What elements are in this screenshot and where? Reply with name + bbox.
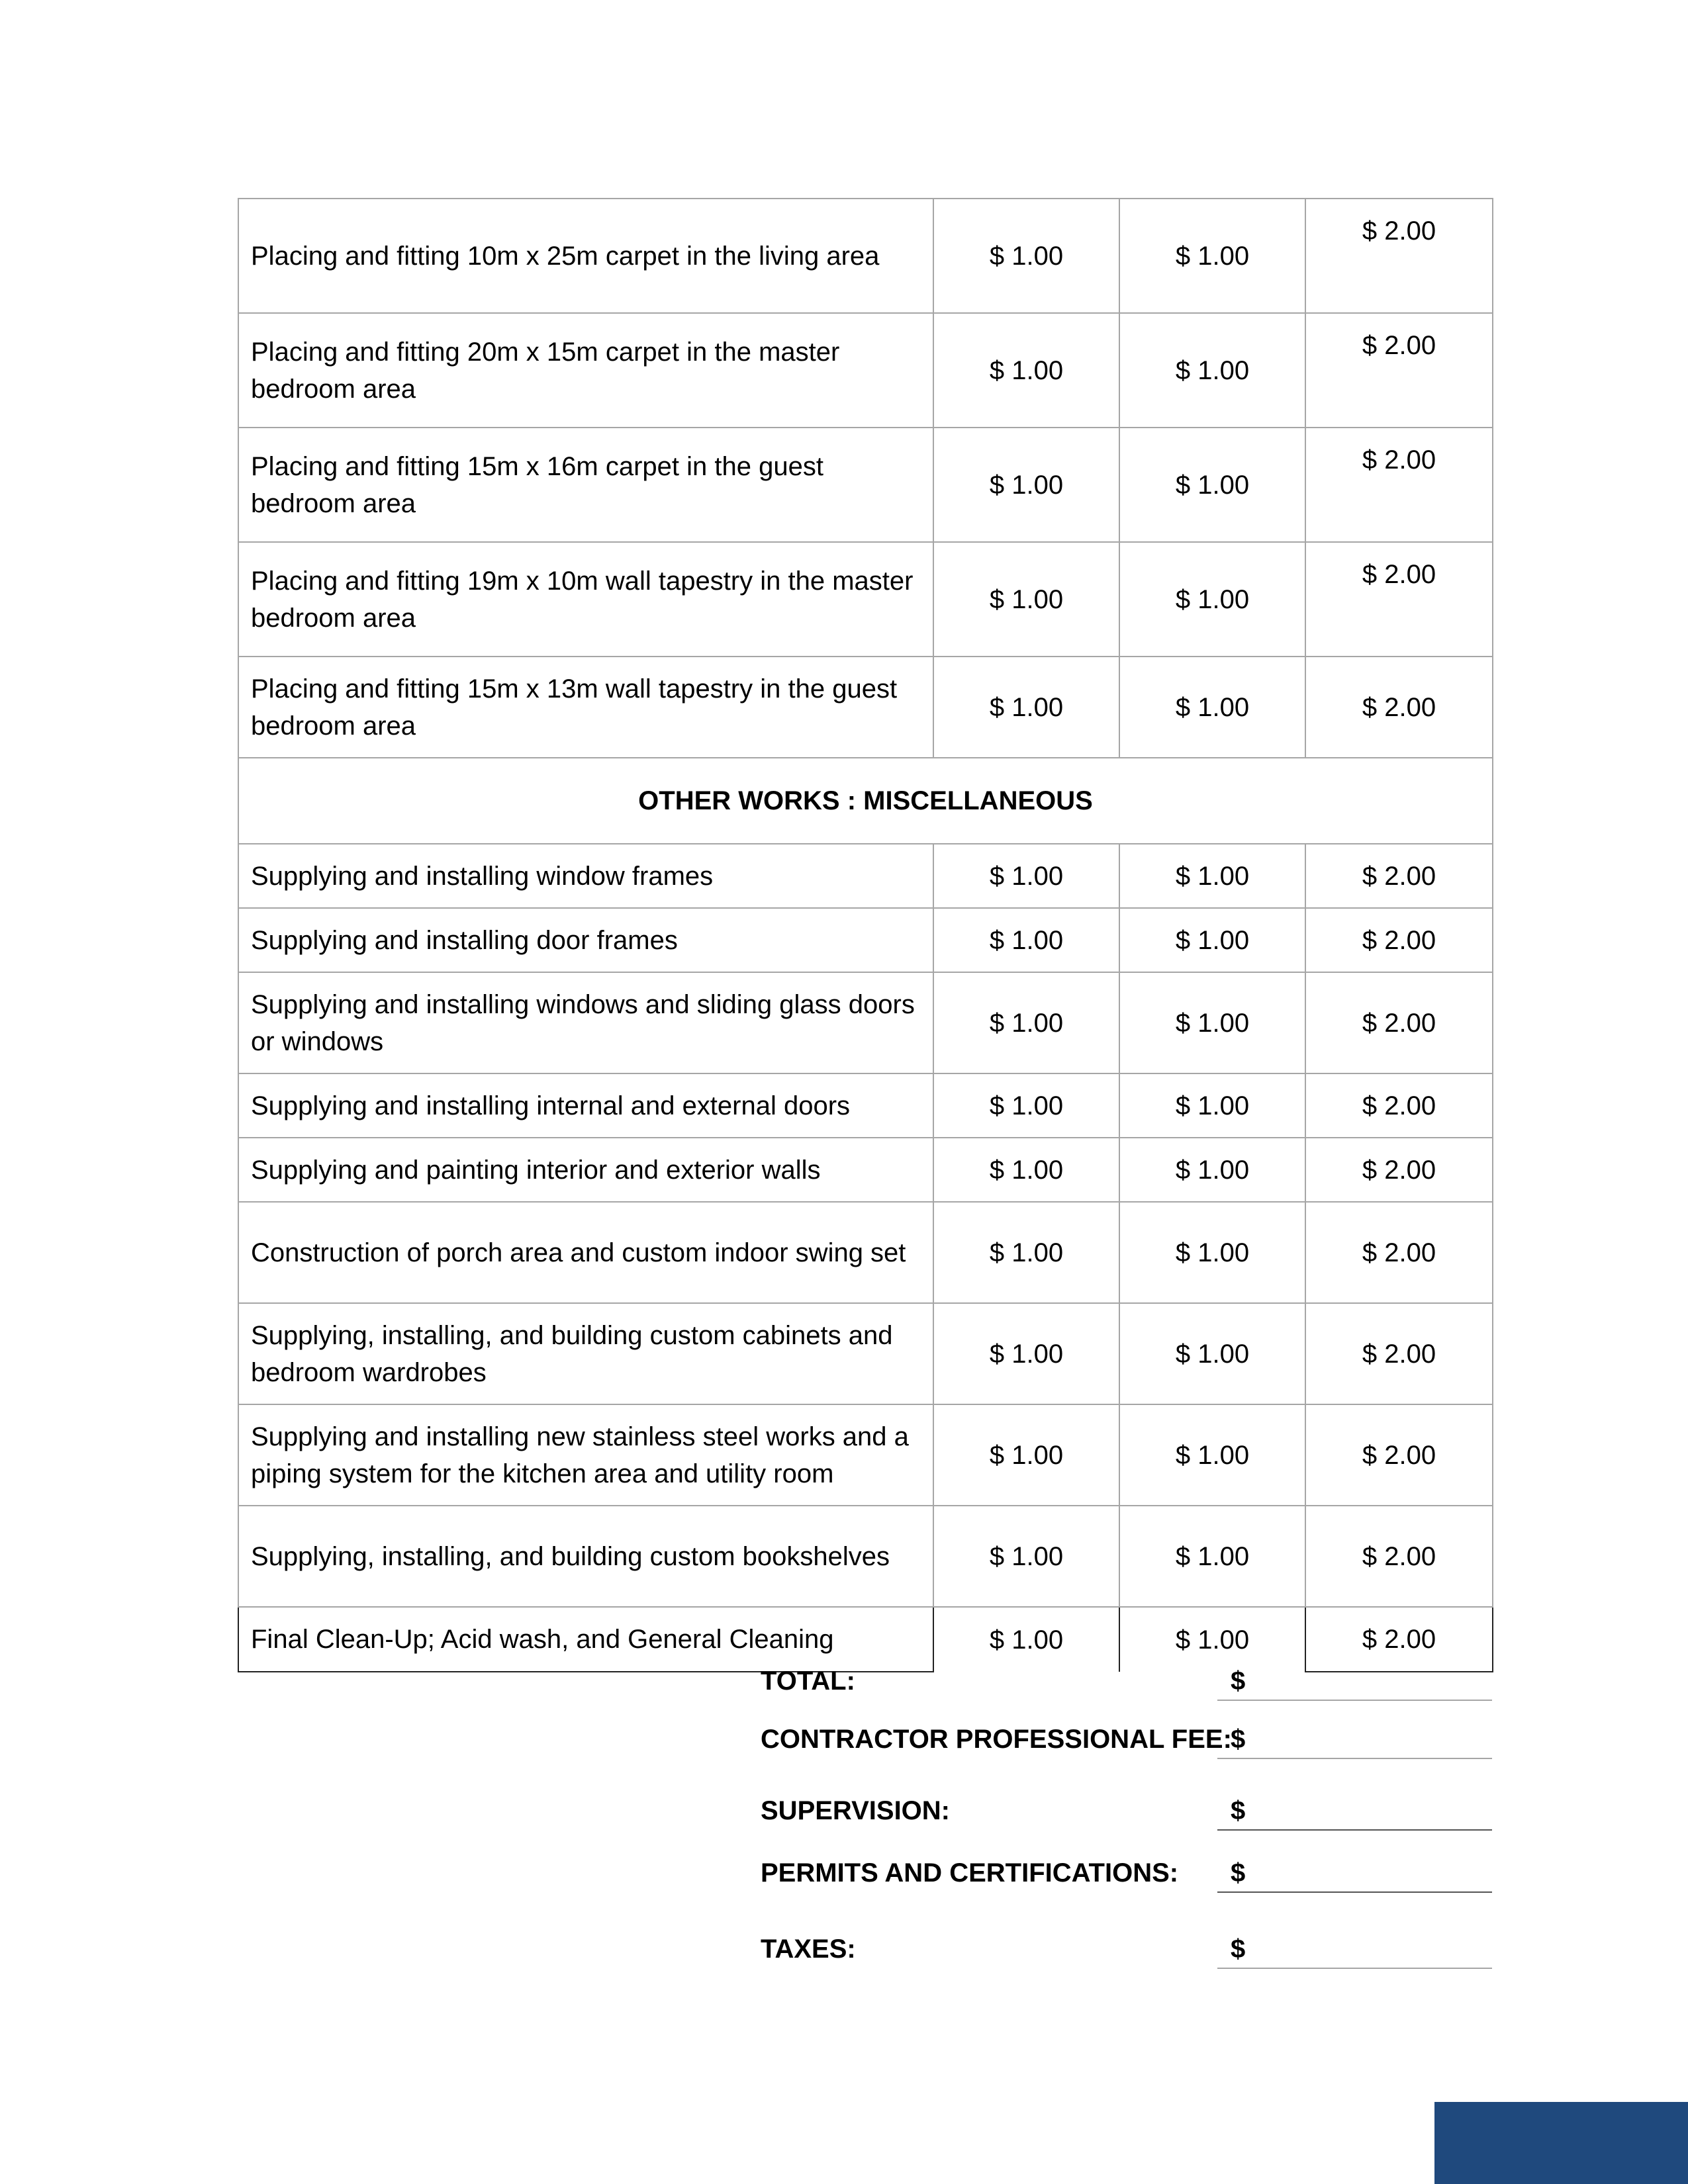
corner-accent-block: [1434, 2102, 1688, 2184]
summary-taxes: [761, 1931, 1492, 1970]
row-total: $ 2.00: [1305, 1202, 1493, 1303]
material-cost: $ 1.00: [933, 1202, 1119, 1303]
table-row: [238, 1138, 1493, 1202]
summary-label: CONTRACTOR PROFESSIONAL FEE:: [761, 1725, 1232, 1754]
table-row: [238, 844, 1493, 908]
material-cost: $ 1.00: [933, 1303, 1119, 1404]
material-cost: $ 1.00: [933, 972, 1119, 1073]
material-cost: $ 1.00: [933, 1404, 1119, 1506]
item-description: Placing and fitting 15m x 16m carpet in the guest bedroom area: [238, 428, 933, 542]
material-cost: $ 1.00: [933, 1506, 1119, 1607]
amount-field[interactable]: [1217, 1662, 1492, 1701]
item-description: Final Clean-Up; Acid wash, and General Cleaning: [238, 1607, 933, 1672]
row-total: $ 2.00: [1305, 199, 1493, 313]
labor-cost: $ 1.00: [1119, 657, 1305, 758]
amount-field[interactable]: [1217, 1792, 1492, 1831]
cost-breakdown-table: [238, 198, 1493, 1672]
currency-symbol: $: [1231, 1796, 1246, 1825]
material-cost: $ 1.00: [933, 428, 1119, 542]
amount-field[interactable]: [1217, 1931, 1492, 1969]
labor-cost: $ 1.00: [1119, 908, 1305, 972]
labor-cost: $ 1.00: [1119, 313, 1305, 428]
item-description: Supplying and installing door frames: [238, 908, 933, 972]
row-total: $ 2.00: [1305, 908, 1493, 972]
summary-supervision: [761, 1792, 1492, 1832]
summary-label: SUPERVISION:: [761, 1796, 950, 1825]
summary-permits: [761, 1854, 1492, 1894]
material-cost: $ 1.00: [933, 313, 1119, 428]
row-total: $ 2.00: [1305, 542, 1493, 657]
summary-total: [761, 1662, 1492, 1702]
labor-cost: $ 1.00: [1119, 1202, 1305, 1303]
item-description: Supplying and installing internal and external doors: [238, 1073, 933, 1138]
item-description: Supplying and installing windows and sliding glass doors or windows: [238, 972, 933, 1073]
material-cost: $ 1.00: [933, 657, 1119, 758]
summary-label: TOTAL:: [761, 1666, 855, 1696]
table-row: [238, 1073, 1493, 1138]
labor-cost: $ 1.00: [1119, 1404, 1305, 1506]
table-row: [238, 1404, 1493, 1506]
table-row: [238, 657, 1493, 758]
material-cost: $ 1.00: [933, 199, 1119, 313]
labor-cost: $ 1.00: [1119, 542, 1305, 657]
table-row: [238, 199, 1493, 313]
summary-label: TAXES:: [761, 1934, 856, 1964]
row-total: $ 2.00: [1305, 1404, 1493, 1506]
row-total: $ 2.00: [1305, 1073, 1493, 1138]
row-total: $ 2.00: [1305, 1303, 1493, 1404]
item-description: Construction of porch area and custom indoor swing set: [238, 1202, 933, 1303]
labor-cost: $ 1.00: [1119, 1506, 1305, 1607]
item-description: Supplying, installing, and building custom cabinets and bedroom wardrobes: [238, 1303, 933, 1404]
item-description: Placing and fitting 20m x 15m carpet in the master bedroom area: [238, 313, 933, 428]
amount-field[interactable]: [1217, 1721, 1492, 1759]
item-description: Placing and fitting 10m x 25m carpet in the living area: [238, 199, 933, 313]
currency-symbol: $: [1231, 1858, 1246, 1888]
row-total: $ 2.00: [1305, 657, 1493, 758]
table-row: [238, 908, 1493, 972]
row-total: $ 2.00: [1305, 313, 1493, 428]
labor-cost: $ 1.00: [1119, 1303, 1305, 1404]
currency-symbol: $: [1231, 1666, 1246, 1696]
item-description: Supplying, installing, and building custom bookshelves: [238, 1506, 933, 1607]
table-row: [238, 1303, 1493, 1404]
row-total: $ 2.00: [1305, 1506, 1493, 1607]
row-total: $ 2.00: [1305, 428, 1493, 542]
item-description: Placing and fitting 15m x 13m wall tapestry in the guest bedroom area: [238, 657, 933, 758]
summary-contractor-fee: [761, 1721, 1492, 1760]
row-total: $ 2.00: [1305, 1138, 1493, 1202]
labor-cost: $ 1.00: [1119, 1138, 1305, 1202]
table-row: [238, 428, 1493, 542]
section-title: OTHER WORKS : MISCELLANEOUS: [238, 758, 1493, 844]
material-cost: $ 1.00: [933, 844, 1119, 908]
item-description: Placing and fitting 19m x 10m wall tapestry in the master bedroom area: [238, 542, 933, 657]
table-row: [238, 1202, 1493, 1303]
item-description: Supplying and installing window frames: [238, 844, 933, 908]
material-cost: $ 1.00: [933, 1073, 1119, 1138]
table-row: [238, 972, 1493, 1073]
material-cost: $ 1.00: [933, 1138, 1119, 1202]
labor-cost: $ 1.00: [1119, 199, 1305, 313]
table-row: [238, 1506, 1493, 1607]
table-row: [238, 313, 1493, 428]
labor-cost: $ 1.00: [1119, 844, 1305, 908]
labor-cost: $ 1.00: [1119, 428, 1305, 542]
summary-label: PERMITS AND CERTIFICATIONS:: [761, 1858, 1179, 1888]
labor-cost: $ 1.00: [1119, 972, 1305, 1073]
labor-cost: $ 1.00: [1119, 1607, 1305, 1672]
item-description: Supplying and painting interior and exterior walls: [238, 1138, 933, 1202]
table-row: [238, 542, 1493, 657]
row-total: $ 2.00: [1305, 1607, 1493, 1672]
currency-symbol: $: [1231, 1725, 1246, 1754]
currency-symbol: $: [1231, 1934, 1246, 1964]
material-cost: $ 1.00: [933, 908, 1119, 972]
material-cost: $ 1.00: [933, 542, 1119, 657]
item-description: Supplying and installing new stainless steel works and a piping system for the kitchen area and utility room: [238, 1404, 933, 1506]
row-total: $ 2.00: [1305, 972, 1493, 1073]
amount-field[interactable]: [1217, 1854, 1492, 1893]
material-cost: $ 1.00: [933, 1607, 1119, 1672]
labor-cost: $ 1.00: [1119, 1073, 1305, 1138]
section-header-row: [238, 758, 1493, 844]
row-total: $ 2.00: [1305, 844, 1493, 908]
